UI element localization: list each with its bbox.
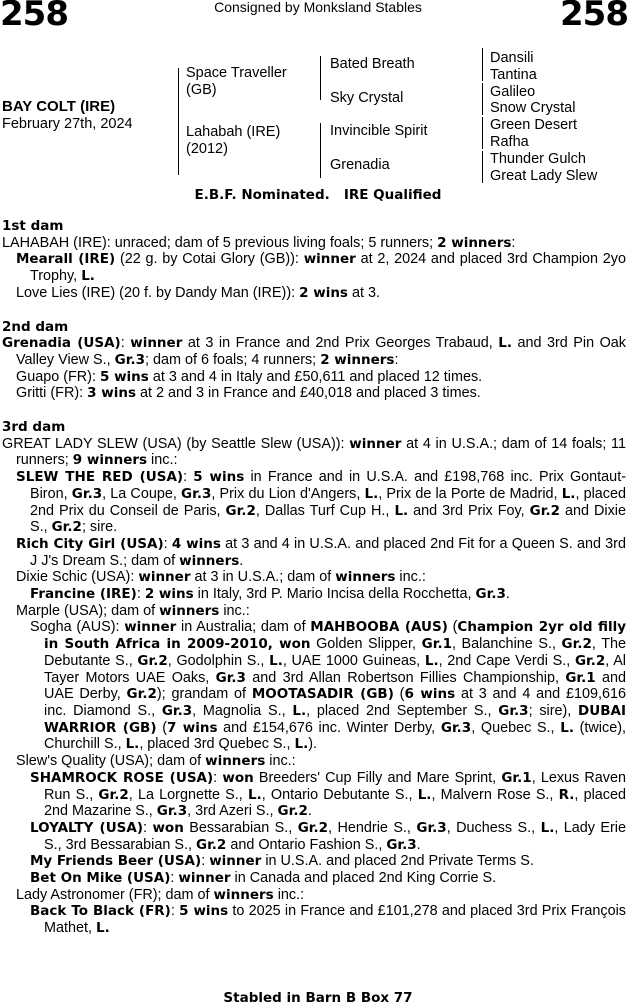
produce-marple: Marple (USA); dam of winners inc.:: [16, 602, 250, 619]
pedigree-dam: Lahabah (IRE) (2012): [186, 124, 281, 157]
produce-loyalty: LOYALTY (USA): won Bessarabian S., Gr.2, Hendrie S., Gr.3, Duchess S., L., Lady Erie S., 3rd Bessarabian S., Gr.2 and Ontario Fashion S., Gr.3.: [30, 819, 626, 853]
pedigree-bracket-1: [178, 68, 179, 175]
produce-sogha: Sogha (AUS): winner in Australia; dam of MAHBOOBA (AUS) (Champion 2yr old filly in South Africa in 2009-2010, won Golden Slipper, Gr.1, Balanchine S., Gr.2, The Debutante S., Gr.2, Godolphin S., L., UAE 1000 Guineas, L., 2nd Cape Verdi S., Gr.2, Al Tayer Motors UAE Oaks, Gr.3 and 3rd Allan Robertson Fillies Championship, Gr.1 and UAE Derby, Gr.2); grandam of MOOTASADIR (GB) (6 wins at 3 and 4 and £109,616 inc. Diamond S., Gr.3, Magnolia S., L., placed 2nd September S., Gr.3; sire), DUBAI WARRIOR (GB) (7 wins and £154,676 inc. Winter Derby, Gr.3, Quebec S., L. (twice), Churchill S., L., placed 3rd Quebec S., L.).: [30, 619, 627, 753]
pedigree-bracket-3a: [482, 48, 483, 81]
horse-dob: February 27th, 2024: [2, 116, 133, 132]
produce-my-friends-beer: My Friends Beer (USA): winner in U.S.A. and placed 2nd Private Terms S.: [30, 853, 534, 870]
pedigree-g2-2: Sky Crystal: [330, 90, 404, 106]
pedigree-bracket-2b: [320, 123, 321, 178]
catalogue-page: [2, 218, 626, 937]
produce-dixie-schic: Dixie Schic (USA): winner at 3 in U.S.A.; dam of winners inc.:: [16, 569, 426, 586]
produce-guapo: Guapo (FR): 5 wins at 3 and 4 in Italy and £50,611 and placed 12 times.: [16, 368, 483, 385]
produce-bet-on-mike: Bet On Mike (USA): winner in Canada and placed 2nd King Corrie S.: [30, 870, 497, 887]
produce-gritti: Gritti (FR): 3 wins at 2 and 3 in France and £40,018 and placed 3 times.: [16, 385, 481, 402]
pedigree-sire: Space Traveller (GB): [186, 65, 287, 98]
dam1-paragraph: LAHABAH (IRE): unraced; dam of 5 previous living foals; 5 runners; 2 winners:: [2, 234, 516, 251]
produce-slew-the-red: SLEW THE RED (USA): 5 wins in France and in U.S.A. and £198,768 inc. Prix Gontaut-Biron, Gr.3, La Coupe, Gr.3, Prix du Lion d'Angers, L., Prix de la Porte de Madrid, L., placed 2nd Prix du Conseil de Paris, Gr.2, Dallas Turf Cup H., L. and 3rd Prix Foy, Gr.2 and Dixie S., Gr.2; sire.: [16, 469, 627, 536]
produce-love-lies: Love Lies (IRE) (20 f. by Dandy Man (IRE)): 2 wins at 3.: [16, 284, 380, 301]
horse-name: BAY COLT (IRE): [2, 98, 116, 115]
lot-number-left: 258: [0, 0, 68, 34]
pedigree-g2-1: Bated Breath: [330, 56, 415, 72]
dam3-paragraph: GREAT LADY SLEW (USA) (by Seattle Slew (USA)): winner at 4 in U.S.A.; dam of 14 foals; 11 runners; 9 winners inc.:: [2, 435, 627, 469]
pedigree-g3: Dansili Tantina Galileo Snow Crystal Green Desert Rafha Thunder Gulch Great Lady Slew: [490, 50, 598, 184]
nominations-line: E.B.F. Nominated. IRE Qualified: [194, 187, 442, 203]
produce-mearall: Mearall (IRE) (22 g. by Cotai Glory (GB)): winner at 2, 2024 and placed 3rd Champion 2yo Trophy, L.: [16, 251, 626, 285]
pedigree-bracket-3c: [482, 117, 483, 149]
produce-shamrock-rose: SHAMROCK ROSE (USA): won Breeders' Cup Filly and Mare Sprint, Gr.1, Lexus Raven Run S., Gr.2, La Lorgnette S., L., Ontario Debutante S., L., Malvern Rose S., R., placed 2nd Mazarine S., Gr.3, 3rd Azeri S., Gr.2.: [30, 769, 627, 820]
dam2-paragraph: Grenadia (USA): winner at 3 in France and 2nd Prix Georges Trabaud, L. and 3rd Pin Oak Valley View S., Gr.3; dam of 6 foals; 4 runners; 2 winners:: [2, 335, 626, 368]
lot-number-right: 258: [560, 0, 628, 34]
produce-francine: Francine (IRE): 2 wins in Italy, 3rd P. Mario Incisa della Rocchetta, Gr.3.: [30, 586, 510, 603]
produce-back-to-black: Back To Black (FR): 5 wins to 2025 in France and £101,278 and placed 3rd Prix François Mathet, L.: [30, 903, 627, 937]
produce-rich-city-girl: Rich City Girl (USA): 4 wins at 3 and 4 in U.S.A. and placed 2nd Fit for a Queen S. and 3rd J J's Dream S.; dam of winners.: [16, 535, 626, 569]
stabling-footer: Stabled in Barn B Box 77: [223, 990, 413, 1006]
consignor-line: Consigned by Monksland Stables: [214, 0, 422, 15]
pedigree-bracket-3d: [482, 151, 483, 183]
section-title-1st-dam: 1st dam: [2, 218, 64, 234]
pedigree-table: [0, 48, 636, 186]
produce-slews-quality: Slew's Quality (USA); dam of winners inc.:: [16, 753, 296, 770]
pedigree-g2-3: Invincible Spirit: [330, 123, 428, 139]
pedigree-g2-4: Grenadia: [330, 157, 390, 173]
pedigree-bracket-2a: [320, 56, 321, 100]
section-title-3rd-dam: 3rd dam: [2, 419, 66, 436]
section-title-2nd-dam: 2nd dam: [2, 318, 69, 335]
produce-lady-astronomer: Lady Astronomer (FR); dam of winners inc.:: [16, 886, 305, 903]
pedigree-bracket-3b: [482, 83, 483, 115]
